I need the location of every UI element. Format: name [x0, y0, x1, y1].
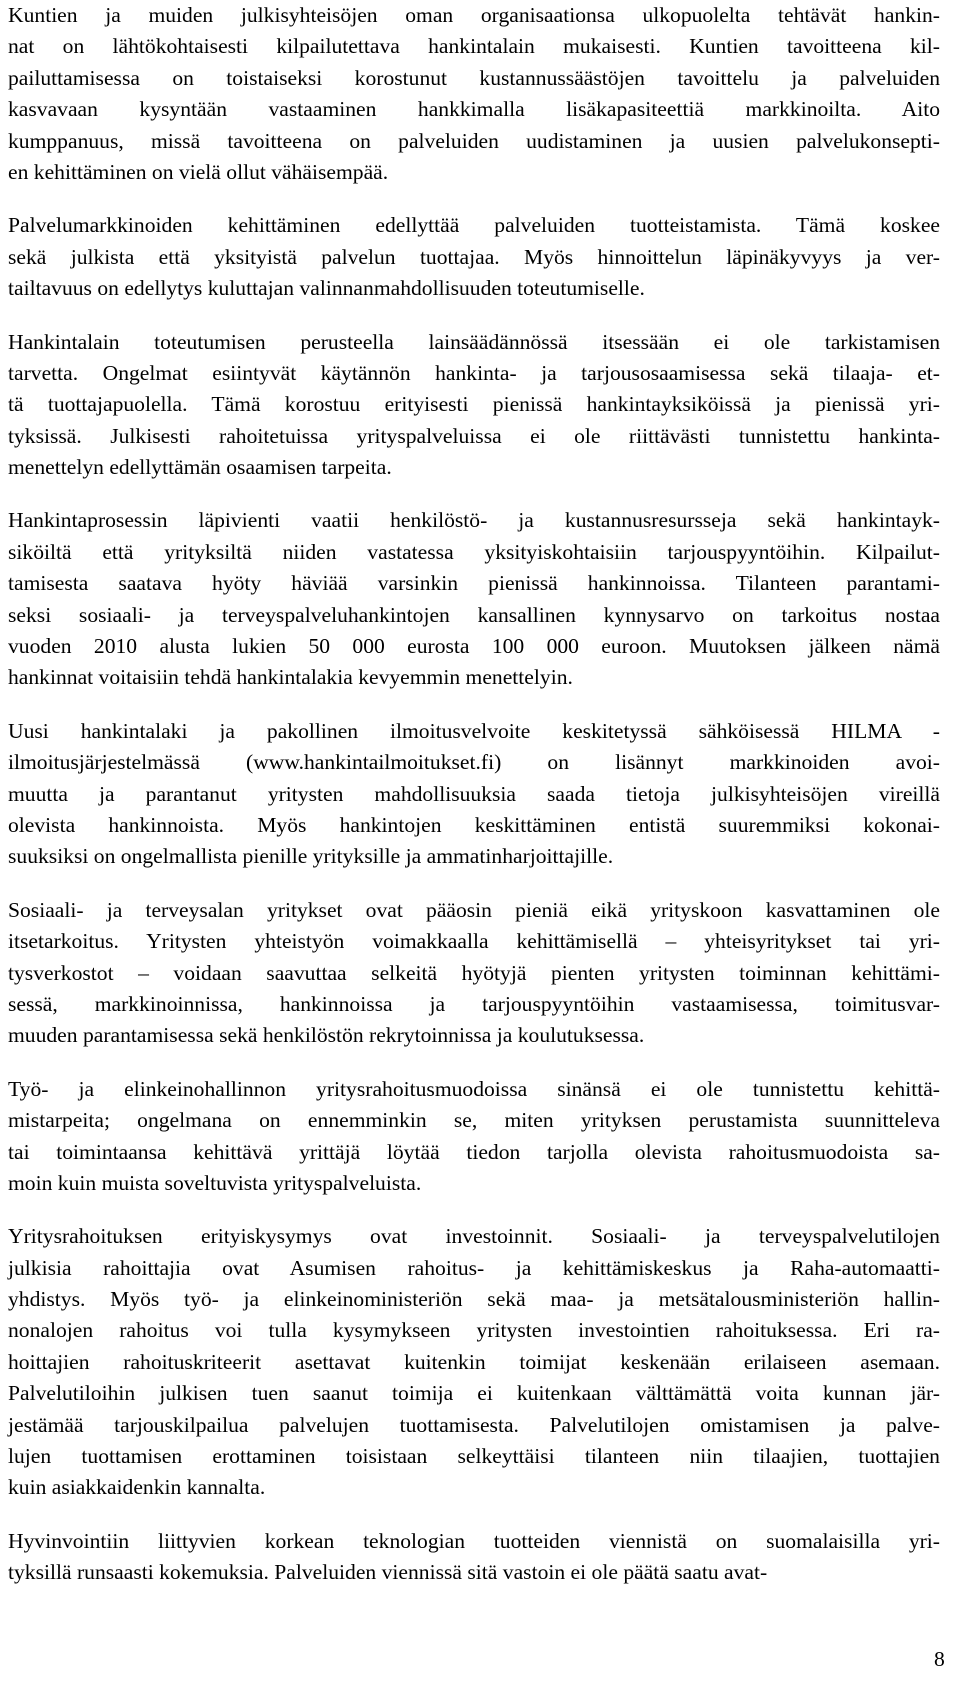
text-line: kuin asiakkaidenkin kannalta. — [8, 1475, 266, 1500]
text-line: suuksiksi on ongelmallista pienille yrityksille ja ammatinharjoittajille. — [8, 844, 614, 869]
text-line: tä tuottajapuolella. Tämä korostuu erityisesti pienissä hankintayksiköissä ja pienissä yri- — [8, 392, 940, 417]
text-line: pailuttamisessa on toistaiseksi korostunut kustannussäästöjen tavoittelu ja palveluiden — [8, 65, 940, 90]
text-line: Hyvinvointiin liittyvien korkean teknologian tuotteiden viennistä on suomalaisilla yri- — [8, 1528, 941, 1553]
text-line: Uusi hankintalaki ja pakollinen ilmoitusvelvoite keskitetyssä sähköisessä HILMA - — [8, 718, 940, 743]
paragraph — [8, 1221, 940, 1504]
paragraph — [8, 327, 940, 484]
text-line: tysverkostot – voidaan saavuttaa selkeitä hyötyjä pienten yritysten toiminnan kehittämi- — [8, 960, 940, 985]
text-line: vuoden 2010 alusta lukien 50 000 eurosta 100 000 euroon. Muutoksen jälkeen nämä — [8, 634, 940, 659]
text-line: Kuntien ja muiden julkisyhteisöjen oman organisaationsa ulkopuolelta tehtävät hankin- — [8, 3, 940, 27]
text-line: siköiltä että yrityksiltä niiden vastatessa yksityiskohtaisiin tarjouspyyntöihin. Kilpailut- — [8, 539, 940, 564]
body-text — [8, 0, 960, 1589]
text-line: muutta ja parantanut yritysten mahdollisuuksia saada tietoja julkisyhteisöjen vireillä — [8, 781, 940, 806]
text-line: hankinnat voitaisiin tehdä hankintalakia kevyemmin menettelyin. — [8, 665, 573, 690]
text-line: moin kuin muista soveltuvista yrityspalveluista. — [8, 1170, 422, 1195]
text-line: Sosiaali- ja terveysalan yritykset ovat pääosin pieniä eikä yrityskoon kasvattaminen ole — [8, 897, 940, 922]
text-line: hoittajien rahoituskriteerit asettavat kuitenkin toimijat keskenään erilaiseen asemaan. — [8, 1349, 940, 1374]
text-line: kasvavaan kysyntään vastaaminen hankkimalla lisäkapasiteettiä markkinoilta. Aito — [8, 97, 940, 122]
paragraph — [8, 716, 940, 873]
text-line: Yritysrahoituksen erityiskysymys ovat investoinnit. Sosiaali- ja terveyspalvelutilojen — [8, 1224, 940, 1249]
text-line: Palvelutiloihin julkisen tuen saanut toimija ei kuitenkaan välttämättä voita kunnan jär- — [8, 1381, 940, 1406]
text-line: ilmoitusjärjestelmässä (www.hankintailmoitukset.fi) on lisännyt markkinoiden avoi- — [8, 750, 940, 775]
text-line: Hankintaprosessin läpivienti vaatii henkilöstö- ja kustannusresursseja sekä hankintayk- — [8, 508, 940, 533]
text-line: olevista hankinnoista. Myös hankintojen keskittäminen entistä suuremmiksi kokonai- — [8, 812, 940, 837]
text-line: tailtavuus on edellytys kuluttajan valinnanmahdollisuuden toteutumiselle. — [8, 276, 645, 301]
text-line: tamisesta saatava hyöty häviää varsinkin pienissä hankinnoissa. Tilanteen parantami- — [8, 571, 941, 596]
text-line: sessä, markkinoinnissa, hankinnoissa ja tarjouspyyntöihin vastaamisessa, toimitusvar- — [8, 991, 940, 1016]
text-line: mistarpeita; ongelmana on ennemminkin se, miten yrityksen perustamista suunnitteleva — [8, 1108, 940, 1133]
paragraph — [8, 0, 940, 188]
paragraph — [8, 210, 940, 304]
text-line: lujen tuottamisen erottaminen toisistaan selkeyttäisi tilanteen niin tilaajien, tuottajien — [8, 1444, 940, 1469]
text-line: nonalojen rahoitus voi tulla kysymykseen yritysten investointien rahoituksessa. Eri ra- — [8, 1318, 940, 1343]
text-line: nat on lähtökohtaisesti kilpailutettava hankintalain mukaisesti. Kuntien tavoitteena kil- — [8, 34, 940, 59]
text-line: tai toimintaansa kehittävä yrittäjä löytää tiedon tarjolla olevista rahoitusmuodoista sa- — [8, 1139, 940, 1164]
text-line: Hankintalain toteutumisen perusteella lainsäädännössä itsessään ei ole tarkistamisen — [8, 329, 940, 354]
text-line: yhdistys. Myös työ- ja elinkeinoministeriön sekä maa- ja metsätalousministeriön hallin- — [8, 1287, 940, 1312]
paragraph — [8, 1074, 940, 1200]
text-line: Palvelumarkkinoiden kehittäminen edellyttää palveluiden tuotteistamista. Tämä koskee — [8, 213, 940, 238]
page-number: 8 — [934, 1647, 945, 1671]
text-line: menettelyn edellyttämän osaamisen tarpeita. — [8, 455, 392, 480]
text-line: kumppanuus, missä tavoitteena on palveluiden uudistaminen ja uusien palvelukonsepti- — [8, 128, 940, 153]
text-line: sekä julkista että yksityistä palvelun tuottajaa. Myös hinnoittelun läpinäkyvyys ja ver- — [8, 244, 940, 269]
text-line: tyksissä. Julkisesti rahoitetuissa yrityspalveluissa ei ole riittävästi tunnistettu hankinta- — [8, 423, 941, 448]
paragraph — [8, 895, 940, 1052]
text-line: itsetarkoitus. Yritysten yhteistyön voimakkaalla kehittämisellä – yhteisyritykset tai yri- — [8, 929, 940, 954]
paragraph — [8, 1526, 940, 1589]
text-line: jestämää tarjouskilpailua palvelujen tuottamisesta. Palvelutilojen omistamisen ja palve- — [8, 1412, 940, 1437]
text-line: en kehittäminen on vielä ollut vähäisempää. — [8, 159, 389, 184]
text-line: muuden parantamisessa sekä henkilöstön rekrytoinnissa ja koulutuksessa. — [8, 1023, 645, 1048]
text-line: julkisia rahoittajia ovat Asumisen rahoitus- ja kehittämiskeskus ja Raha-automaatti- — [8, 1255, 940, 1280]
text-line: Työ- ja elinkeinohallinnon yritysrahoitusmuodoissa sinänsä ei ole tunnistettu kehittä- — [8, 1076, 940, 1101]
text-line: seksi sosiaali- ja terveyspalveluhankintojen kansallinen kynnysarvo on tarkoitus nostaa — [8, 602, 940, 627]
text-line: tarvetta. Ongelmat esiintyvät käytännön hankinta- ja tarjousosaamisessa sekä tilaaja- et- — [8, 360, 940, 385]
text-line: tyksillä runsaasti kokemuksia. Palveluiden viennissä sitä vastoin ei ole päätä saatu avat- — [8, 1560, 768, 1585]
paragraph — [8, 505, 940, 693]
